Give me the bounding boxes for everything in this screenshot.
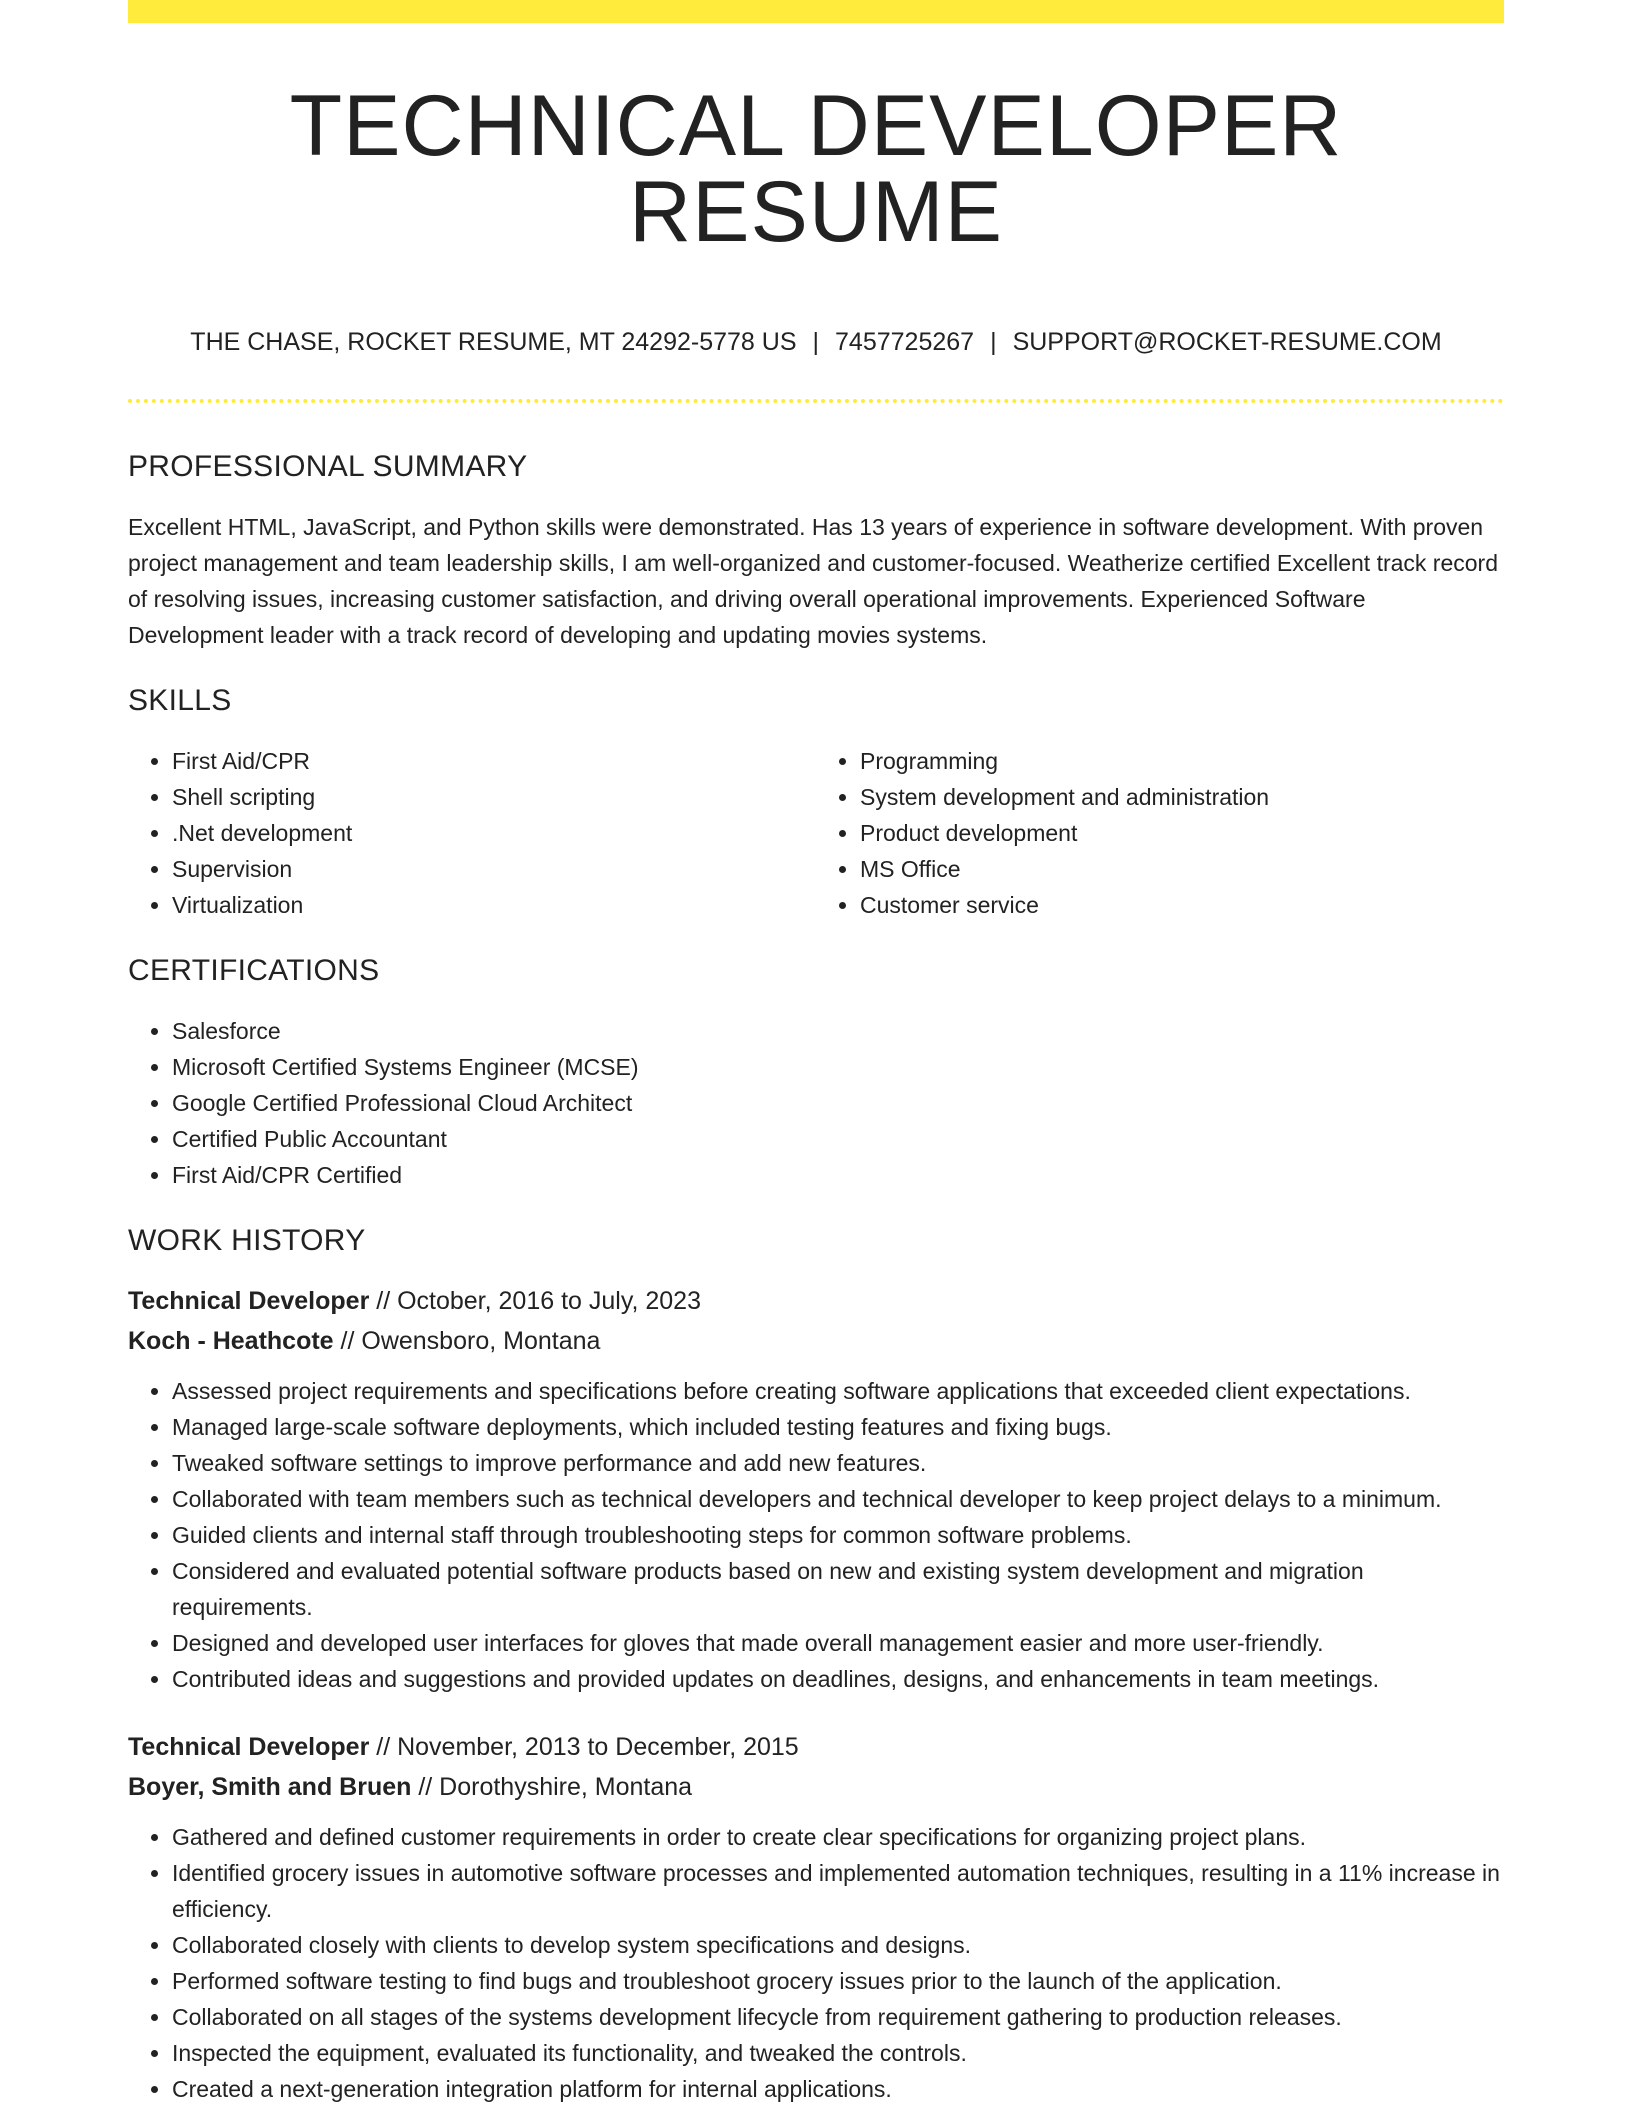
job-bullet: • Performed software testing to find bugs and troubleshoot grocery issues prior to the launch of the application. [172,1963,1504,1999]
resume-page [128,0,1504,2107]
skill-item: • System development and administration [860,779,1504,815]
job-bullet-list [128,1373,1504,1697]
skills-list-left [128,743,816,923]
job-company: Koch - Heathcote [128,1327,334,1355]
contact-separator: | [990,328,997,356]
certifications-heading: CERTIFICATIONS [128,954,380,987]
certification-item: • Google Certified Professional Cloud Architect [172,1085,1504,1121]
work-history-heading: WORK HISTORY [128,1224,366,1257]
contact-address: THE CHASE, ROCKET RESUME, MT 24292-5778 US [190,328,797,356]
contact-phone: 7457725267 [835,328,975,356]
certification-item: • Certified Public Accountant [172,1121,1504,1157]
job-dates: // October, 2016 to July, 2023 [369,1287,701,1315]
job-bullet: • Assessed project requirements and specifications before creating software applications that exceeded client expectations. [172,1373,1504,1409]
job-bullet: • Designed and developed user interfaces for gloves that made overall management easier and more user-friendly. [172,1625,1504,1661]
job-entry [128,1281,1504,1697]
job-role: Technical Developer [128,1733,370,1761]
resume-title: TECHNICAL DEVELOPER RESUME [289,78,1343,260]
job-bullet: • Inspected the equipment, evaluated its functionality, and tweaked the controls. [172,2035,1504,2071]
skill-item: • .Net development [172,815,816,851]
skills-list-right [816,743,1504,923]
skill-item: • First Aid/CPR [172,743,816,779]
summary-heading: PROFESSIONAL SUMMARY [128,450,528,483]
dotted-divider [128,399,1504,403]
job-bullet: • Managed large-scale software deployments, which included testing features and fixing bugs. [172,1409,1504,1445]
certification-item: • Salesforce [172,1013,1504,1049]
job-bullet: • Contributed ideas and suggestions and provided updates on deadlines, designs, and enhancements in team meetings. [172,1661,1504,1697]
job-bullet-list [128,1819,1504,2107]
job-bullet: • Tweaked software settings to improve performance and add new features. [172,1445,1504,1481]
contact-separator: | [812,328,820,356]
skill-item: • Programming [860,743,1504,779]
skill-item: • Customer service [860,887,1504,923]
accent-top-bar [128,0,1504,23]
certification-item: • First Aid/CPR Certified [172,1157,1504,1193]
job-company-line [128,1767,1504,1807]
job-role: Technical Developer [128,1287,370,1315]
job-role-line [128,1281,1504,1321]
job-bullet: • Guided clients and internal staff through troubleshooting steps for common software problems. [172,1517,1504,1553]
job-bullet: • Collaborated closely with clients to develop system specifications and designs. [172,1927,1504,1963]
job-company: Boyer, Smith and Bruen [128,1773,412,1801]
skill-item: • Shell scripting [172,779,816,815]
job-bullet: • Collaborated with team members such as technical developers and technical developer to keep project delays to a minimum. [172,1481,1504,1517]
job-dates: // November, 2013 to December, 2015 [369,1733,799,1761]
skill-item: • Virtualization [172,887,816,923]
job-company-line [128,1321,1504,1361]
job-location: // Owensboro, Montana [333,1327,601,1355]
job-bullet: • Gathered and defined customer requirements in order to create clear specifications for organizing project plans. [172,1819,1504,1855]
job-bullet: • Identified grocery issues in automotive software processes and implemented automation techniques, resulting in a 11% increase in efficiency. [172,1855,1504,1927]
skill-item: • Product development [860,815,1504,851]
certification-item: • Microsoft Certified Systems Engineer (MCSE) [172,1049,1504,1085]
job-bullet: • Created a next-generation integration platform for internal applications. [172,2071,1504,2107]
skill-item: • MS Office [860,851,1504,887]
contact-email: SUPPORT@ROCKET-RESUME.COM [1012,328,1442,356]
skill-item: • Supervision [172,851,816,887]
summary-text: Excellent HTML, JavaScript, and Python skills were demonstrated. Has 13 years of experience in software development. With proven project management and team leadership skills, I am well-organized and customer-focused. Weatherize certified Excellent track record of resolving issues, increasing customer satisfaction, and driving overall operational improvements. Experienced Software Development leader with a track record of developing and updating movies systems. [128,514,1498,648]
skills-heading: SKILLS [128,684,232,717]
job-entry [128,1727,1504,2107]
certifications-list [128,1013,1504,1193]
job-role-line [128,1727,1504,1767]
job-bullet: • Collaborated on all stages of the systems development lifecycle from requirement gathering to production releases. [172,1999,1504,2035]
contact-line [128,327,1504,357]
job-location: // Dorothyshire, Montana [411,1773,693,1801]
skills-columns [128,743,1504,923]
job-bullet: • Considered and evaluated potential software products based on new and existing system development and migration requirements. [172,1553,1504,1625]
